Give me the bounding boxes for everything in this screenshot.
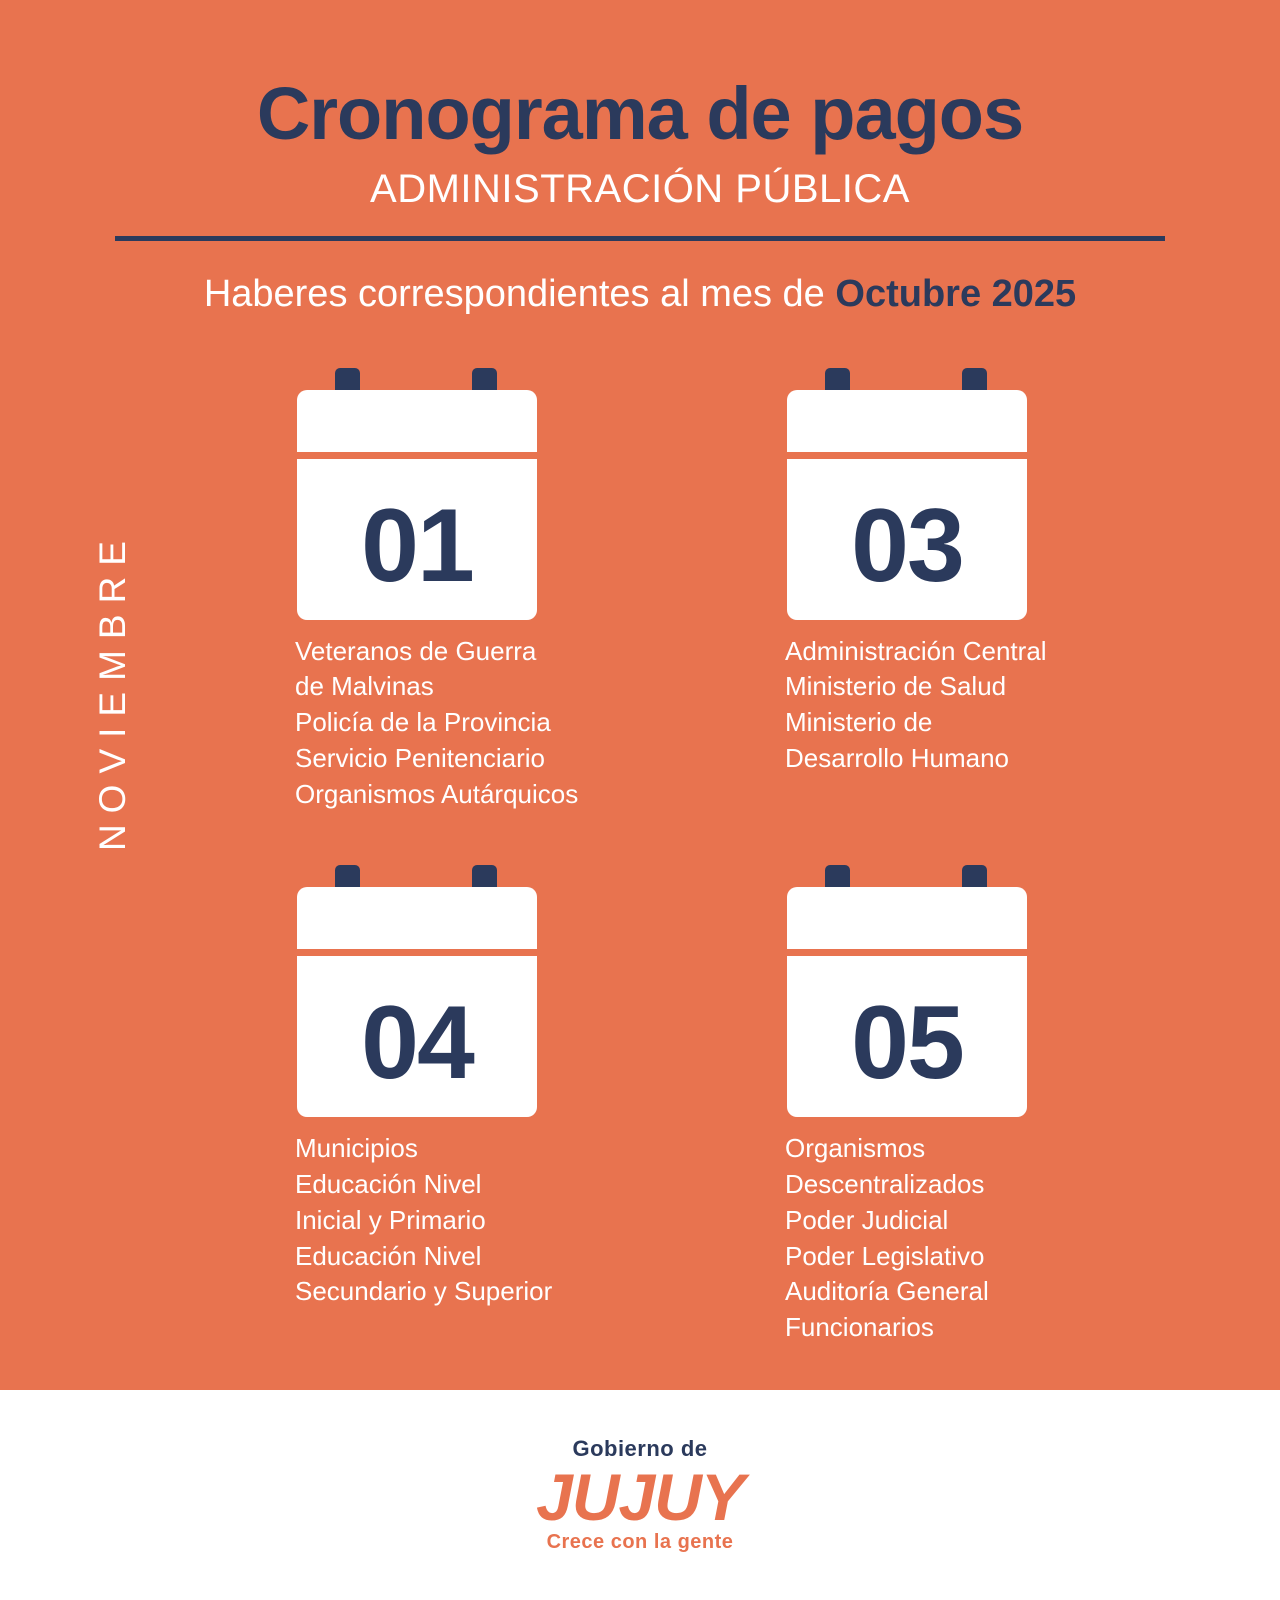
list-item: Educación Nivel [295,1240,482,1271]
calendar-body [297,887,537,1117]
month-label: NOVIEMBRE [92,530,133,852]
list-item: Municipios [295,1132,418,1163]
list-item: Secundario y Superior [295,1276,553,1307]
list-item: Auditoría General [785,1276,989,1307]
list-item: Organismos [785,1132,926,1163]
day-block [295,368,715,813]
calendar-grid [135,368,1145,1347]
calendar-rings [787,368,1027,390]
period-prefix: Haberes correspondientes al mes de [203,272,836,315]
calendar-icon [297,865,537,1117]
list-item: Ministerio de [785,707,933,738]
calendar-icon [297,368,537,620]
list-item: Poder Legislativo [785,1240,985,1271]
list-item: Organismos Autárquicos [295,779,579,810]
list-item: Desarrollo Humano [785,743,1009,774]
page-subtitle: ADMINISTRACIÓN PÚBLICA [370,166,910,211]
calendar-body [787,887,1027,1117]
calendar-day-number: 01 [361,487,473,604]
list-item: Servicio Penitenciario [295,743,546,774]
logo-main-text: JUJUY [536,1460,744,1534]
calendar-icon [787,368,1027,620]
list-item: Poder Judicial [785,1204,949,1235]
list-item: Policía de la Provincia [295,707,551,738]
calendar-body [787,390,1027,620]
day-item-list [785,634,1205,778]
list-item: Veteranos de Guerra [295,635,537,666]
calendar-rings [297,368,537,390]
period-line [40,273,1240,316]
calendar-day-number: 04 [361,984,473,1101]
page-title: Cronograma de pagos [256,72,1024,155]
day-block [785,865,1205,1346]
list-item: Administración Central [785,635,1047,666]
day-item-list [295,1131,715,1310]
list-item: Descentralizados [785,1168,985,1199]
day-item-list [295,634,715,813]
logo-tagline: Crece con la gente [546,1531,734,1553]
list-item: de Malvinas [295,671,434,702]
calendar-icon [787,865,1027,1117]
list-item: Funcionarios [785,1312,934,1343]
calendar-rings [787,865,1027,887]
list-item: Ministerio de Salud [785,671,1007,702]
day-block [295,865,715,1346]
period-month: Octubre 2025 [835,272,1077,315]
calendar-day-number: 05 [851,984,963,1101]
calendar-day-number: 03 [851,487,963,604]
calendar-rings [297,865,537,887]
header-divider [115,236,1165,241]
logo-top-text: Gobierno de [572,1436,708,1461]
day-block [785,368,1205,813]
footer [0,1390,1280,1600]
government-logo [536,1438,744,1552]
day-item-list [785,1131,1205,1346]
list-item: Educación Nivel [295,1168,482,1199]
list-item: Inicial y Primario [295,1204,486,1235]
calendar-body [297,390,537,620]
header-block [40,0,1240,316]
